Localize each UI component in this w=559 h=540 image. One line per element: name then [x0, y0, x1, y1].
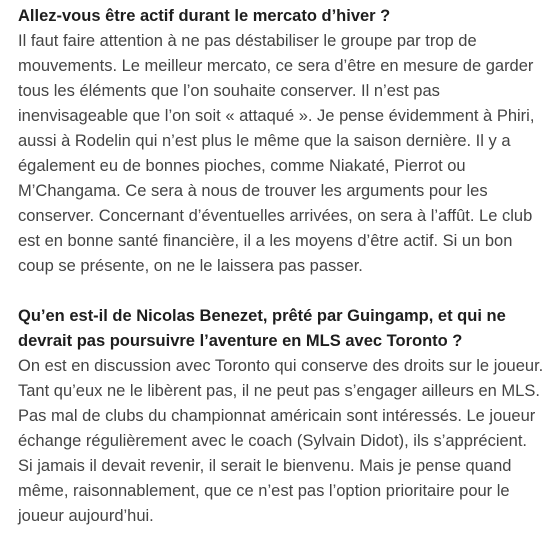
answer-paragraph: Il faut faire attention à ne pas déstabiliser le groupe par trop de mouvements. Le meilleur mercato, ce sera d’être en mesure de garder tous les éléments que l’on souhaite conserver. Il n’est pas inenvisageable que l’on soit « attaqué ». Je pense évidemment à Phiri, aussi à Rodelin qui n’est plus le même que la saison dernière. Il y a également eu de bonnes pioches, comme Niakaté, Pierrot ou M’Changama. Ce sera à nous de trouver les arguments pour les conserver. Concernant d’éventuelles arrivées, on sera à l’affût. Le club est en bonne santé financière, il a les moyens d’être actif. Si un bon coup se présente, on ne le laissera pas passer.: [18, 32, 535, 275]
question-heading: Qu’en est-il de Nicolas Benezet, prêté par Guingamp, et qui ne devrait pas poursuivre l’aventure en MLS avec Toronto ?: [18, 307, 506, 350]
qa-block-benezet: [18, 304, 545, 529]
answer-paragraph: On est en discussion avec Toronto qui conserve des droits sur le joueur. Tant qu’eux ne le libèrent pas, il ne peut pas s’engager ailleurs en MLS. Pas mal de clubs du championnat américain sont intéressés. Le joueur échange régulièrement avec le coach (Sylvain Didot), ils s’apprécient. Si jamais il devait revenir, il serait le bienvenu. Mais je pense quand même, raisonnablement, que ce n’est pas l’option prioritaire pour le joueur aujourd’hui.: [18, 357, 544, 525]
qa-block-mercato: [18, 4, 545, 279]
question-heading: Allez-vous être actif durant le mercato d’hiver ?: [18, 7, 391, 25]
